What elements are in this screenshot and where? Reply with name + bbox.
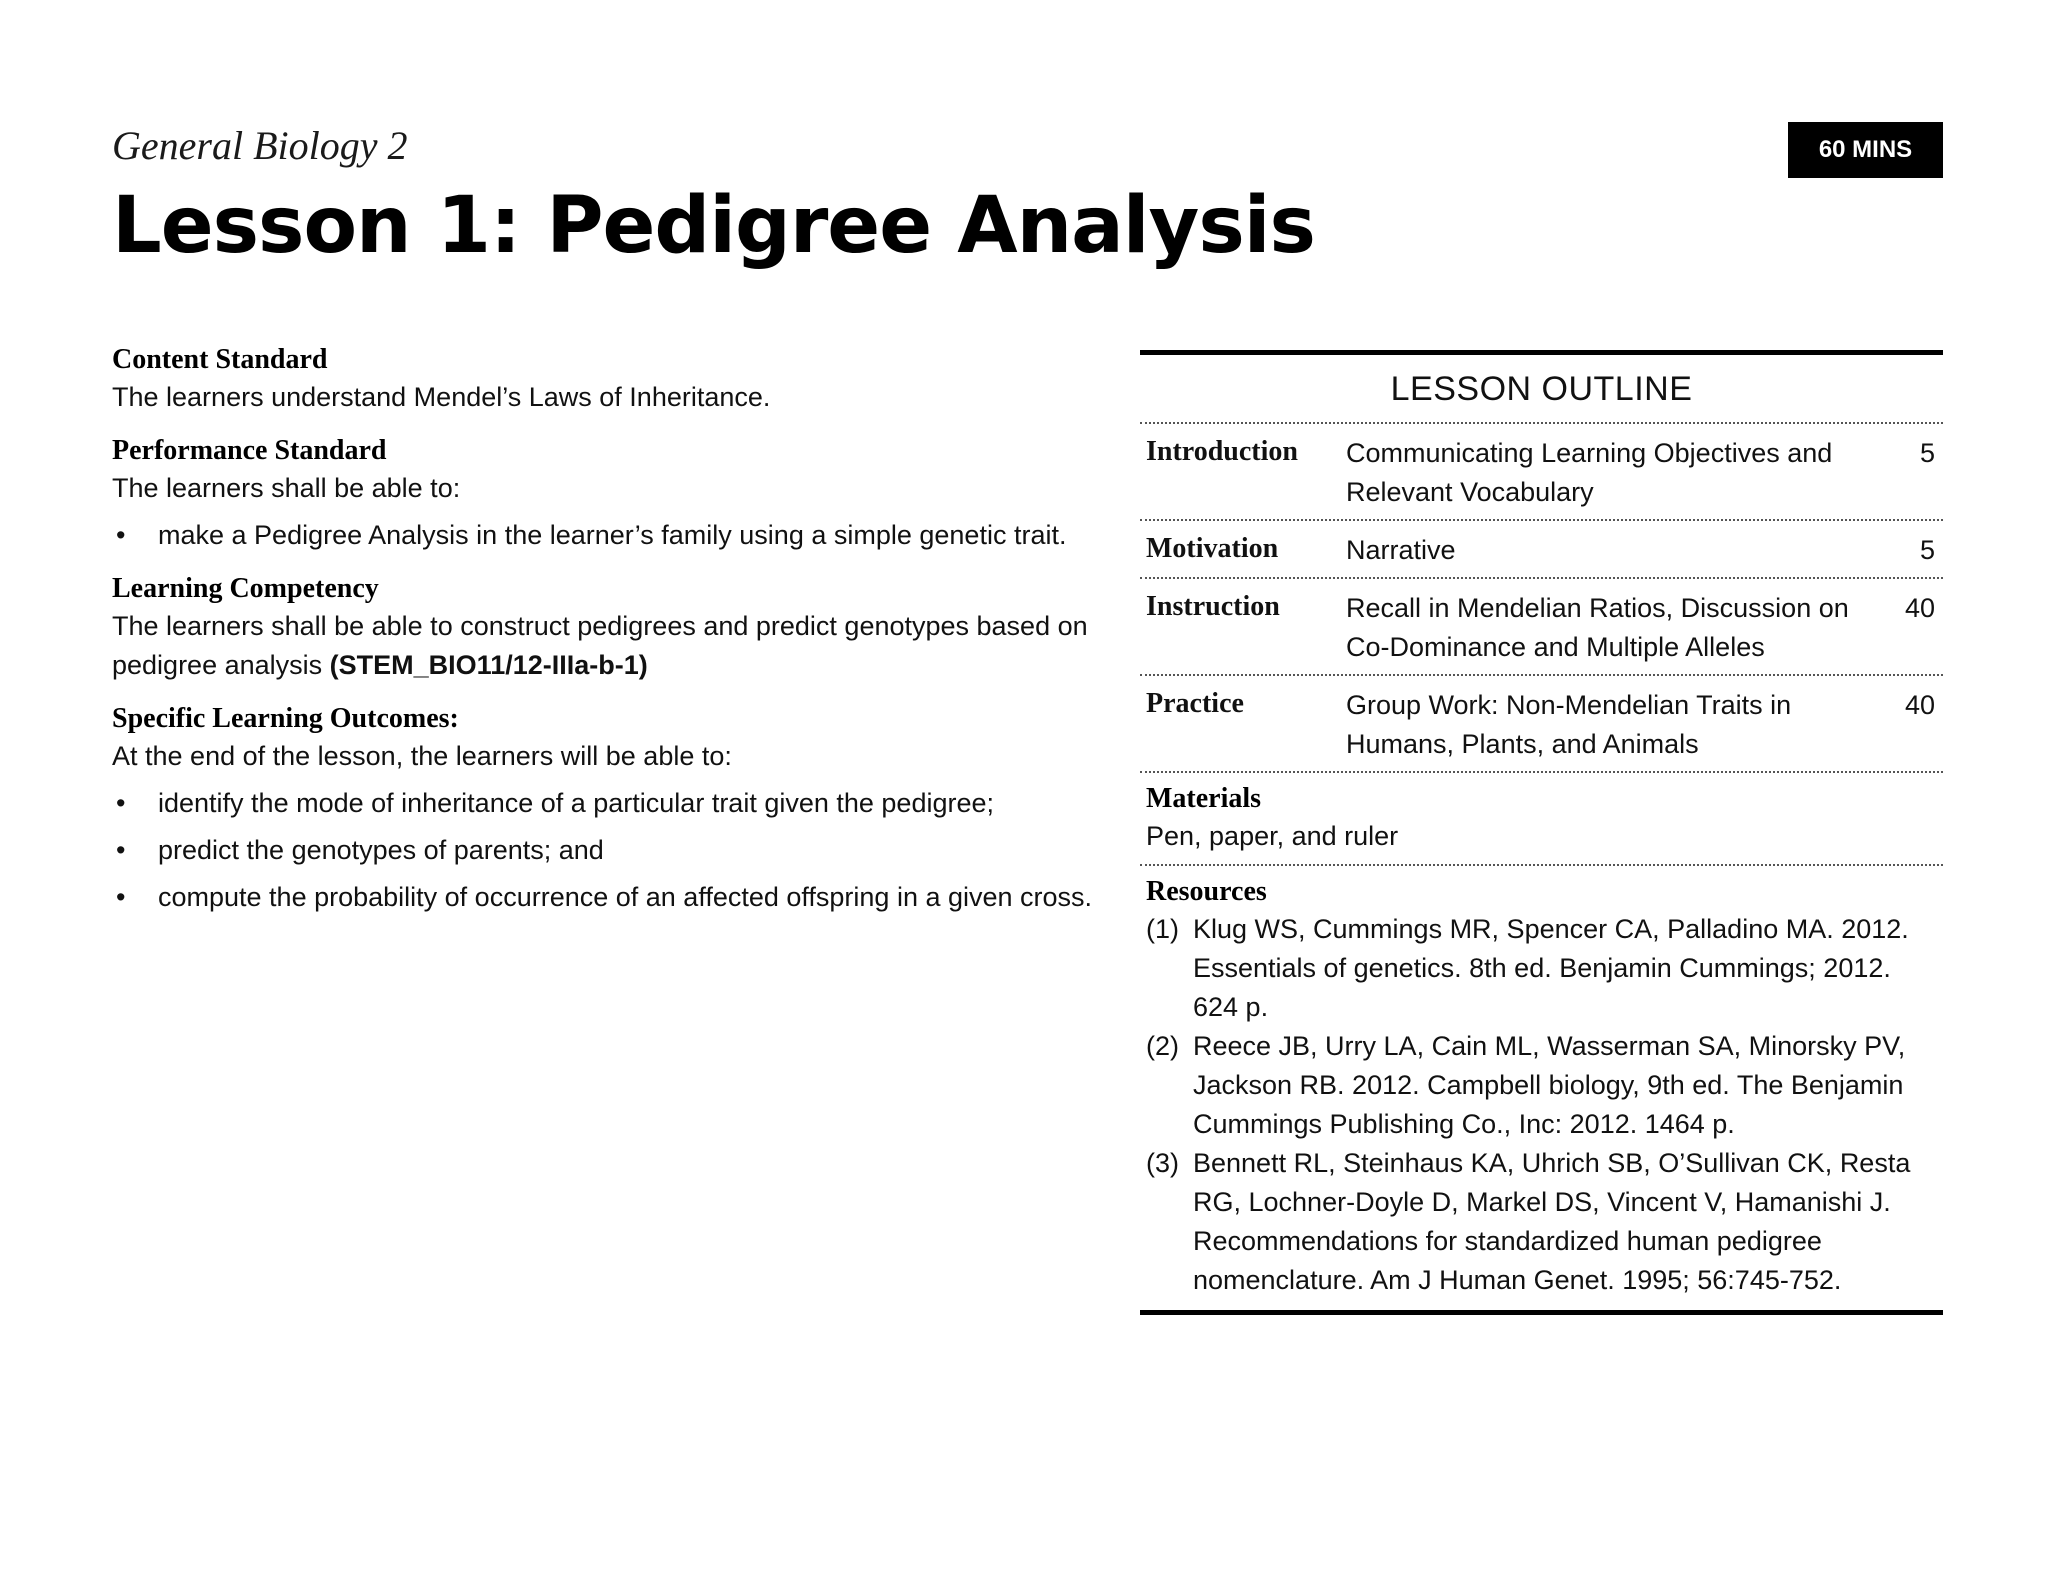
resource-text: Klug WS, Cummings MR, Spencer CA, Palladino MA. 2012. Essentials of genetics. 8th ed. Benjamin Cummings; 2012. 624 p.	[1193, 914, 1909, 1022]
learning-competency-section	[112, 571, 1122, 685]
outline-row-minutes: 40	[1904, 690, 1935, 720]
outline-row-minutes: 5	[1919, 535, 1935, 565]
resource-item	[1146, 1027, 1935, 1144]
resources-list	[1146, 910, 1935, 1300]
materials-text: Pen, paper, and ruler	[1146, 821, 1399, 851]
outline-row-instruction	[1140, 579, 1943, 676]
outline-row-label: Instruction	[1146, 591, 1280, 622]
list-item-text: compute the probability of occurrence of an affected offspring in a given cross.	[158, 882, 1093, 912]
bullet-marker: •	[116, 835, 126, 865]
learning-outcomes-list	[112, 784, 1122, 917]
learning-competency-text	[112, 607, 1122, 685]
list-item	[112, 784, 1122, 823]
learning-outcomes-text: At the end of the lesson, the learners will be able to:	[112, 741, 732, 771]
left-column	[112, 342, 1122, 933]
list-item	[112, 831, 1122, 870]
resource-item	[1146, 1144, 1935, 1300]
learning-outcomes-section	[112, 701, 1122, 917]
lesson-title: Lesson 1: Pedigree Analysis	[112, 181, 1315, 271]
outline-heading: LESSON OUTLINE	[1140, 355, 1943, 424]
outline-row-minutes: 40	[1904, 593, 1935, 623]
resource-text: Bennett RL, Steinhaus KA, Uhrich SB, O’Sullivan CK, Resta RG, Lochner-Doyle D, Markel DS, Vincent V, Hamanishi J. Recommendations for standardized human pedigree nomenclature. Am J Human Genet. 1995; 56:745-752.	[1193, 1148, 1911, 1295]
resources-block	[1140, 866, 1943, 1310]
materials-heading: Materials	[1146, 783, 1262, 814]
outline-row-label: Motivation	[1146, 533, 1279, 564]
learning-competency-heading: Learning Competency	[112, 573, 379, 604]
subject-label: General Biology 2	[112, 123, 408, 168]
list-item-text: predict the genotypes of parents; and	[158, 835, 604, 865]
content-standard-text: The learners understand Mendel’s Laws of Inheritance.	[112, 382, 771, 412]
outline-row-introduction	[1140, 424, 1943, 521]
list-item-text: identify the mode of inheritance of a particular trait given the pedigree;	[158, 788, 994, 818]
resource-number: (1)	[1146, 914, 1179, 944]
resource-number: (3)	[1146, 1148, 1179, 1178]
bullet-marker: •	[116, 788, 126, 818]
outline-row-description: Communicating Learning Objectives and Relevant Vocabulary	[1346, 438, 1833, 507]
content-standard-section	[112, 342, 1122, 417]
resource-text: Reece JB, Urry LA, Cain ML, Wasserman SA, Minorsky PV, Jackson RB. 2012. Campbell biology, 9th ed. The Benjamin Cummings Publishing Co., Inc: 2012. 1464 p.	[1193, 1031, 1906, 1139]
learning-outcomes-heading: Specific Learning Outcomes:	[112, 703, 459, 734]
duration-badge: 60 MINS	[1788, 122, 1943, 178]
performance-standard-list	[112, 516, 1122, 555]
competency-code: (STEM_BIO11/12-IIIa-b-1)	[329, 650, 648, 680]
performance-standard-heading: Performance Standard	[112, 435, 387, 466]
outline-row-practice	[1140, 676, 1943, 773]
resource-item	[1146, 910, 1935, 1027]
list-item	[112, 878, 1122, 917]
outline-row-motivation	[1140, 521, 1943, 579]
performance-standard-text: The learners shall be able to:	[112, 473, 461, 503]
content-standard-heading: Content Standard	[112, 344, 328, 375]
learning-competency-body: The learners shall be able to construct pedigrees and predict genotypes based on pedigree analysis	[112, 611, 1088, 680]
list-item-text: make a Pedigree Analysis in the learner’s family using a simple genetic trait.	[158, 520, 1067, 550]
outline-row-label: Practice	[1146, 688, 1244, 719]
lesson-outline-table	[1140, 350, 1943, 1315]
bullet-marker: •	[116, 520, 126, 550]
outline-row-label: Introduction	[1146, 436, 1298, 467]
outline-row-description: Narrative	[1346, 535, 1456, 565]
resource-number: (2)	[1146, 1031, 1179, 1061]
outline-row-description: Recall in Mendelian Ratios, Discussion on Co-Dominance and Multiple Alleles	[1346, 593, 1849, 662]
performance-standard-section	[112, 433, 1122, 555]
outline-row-minutes: 5	[1919, 438, 1935, 468]
outline-row-description: Group Work: Non-Mendelian Traits in Humans, Plants, and Animals	[1346, 690, 1792, 759]
resources-heading: Resources	[1146, 876, 1267, 907]
materials-block	[1140, 773, 1943, 866]
bullet-marker: •	[116, 882, 126, 912]
list-item	[112, 516, 1122, 555]
